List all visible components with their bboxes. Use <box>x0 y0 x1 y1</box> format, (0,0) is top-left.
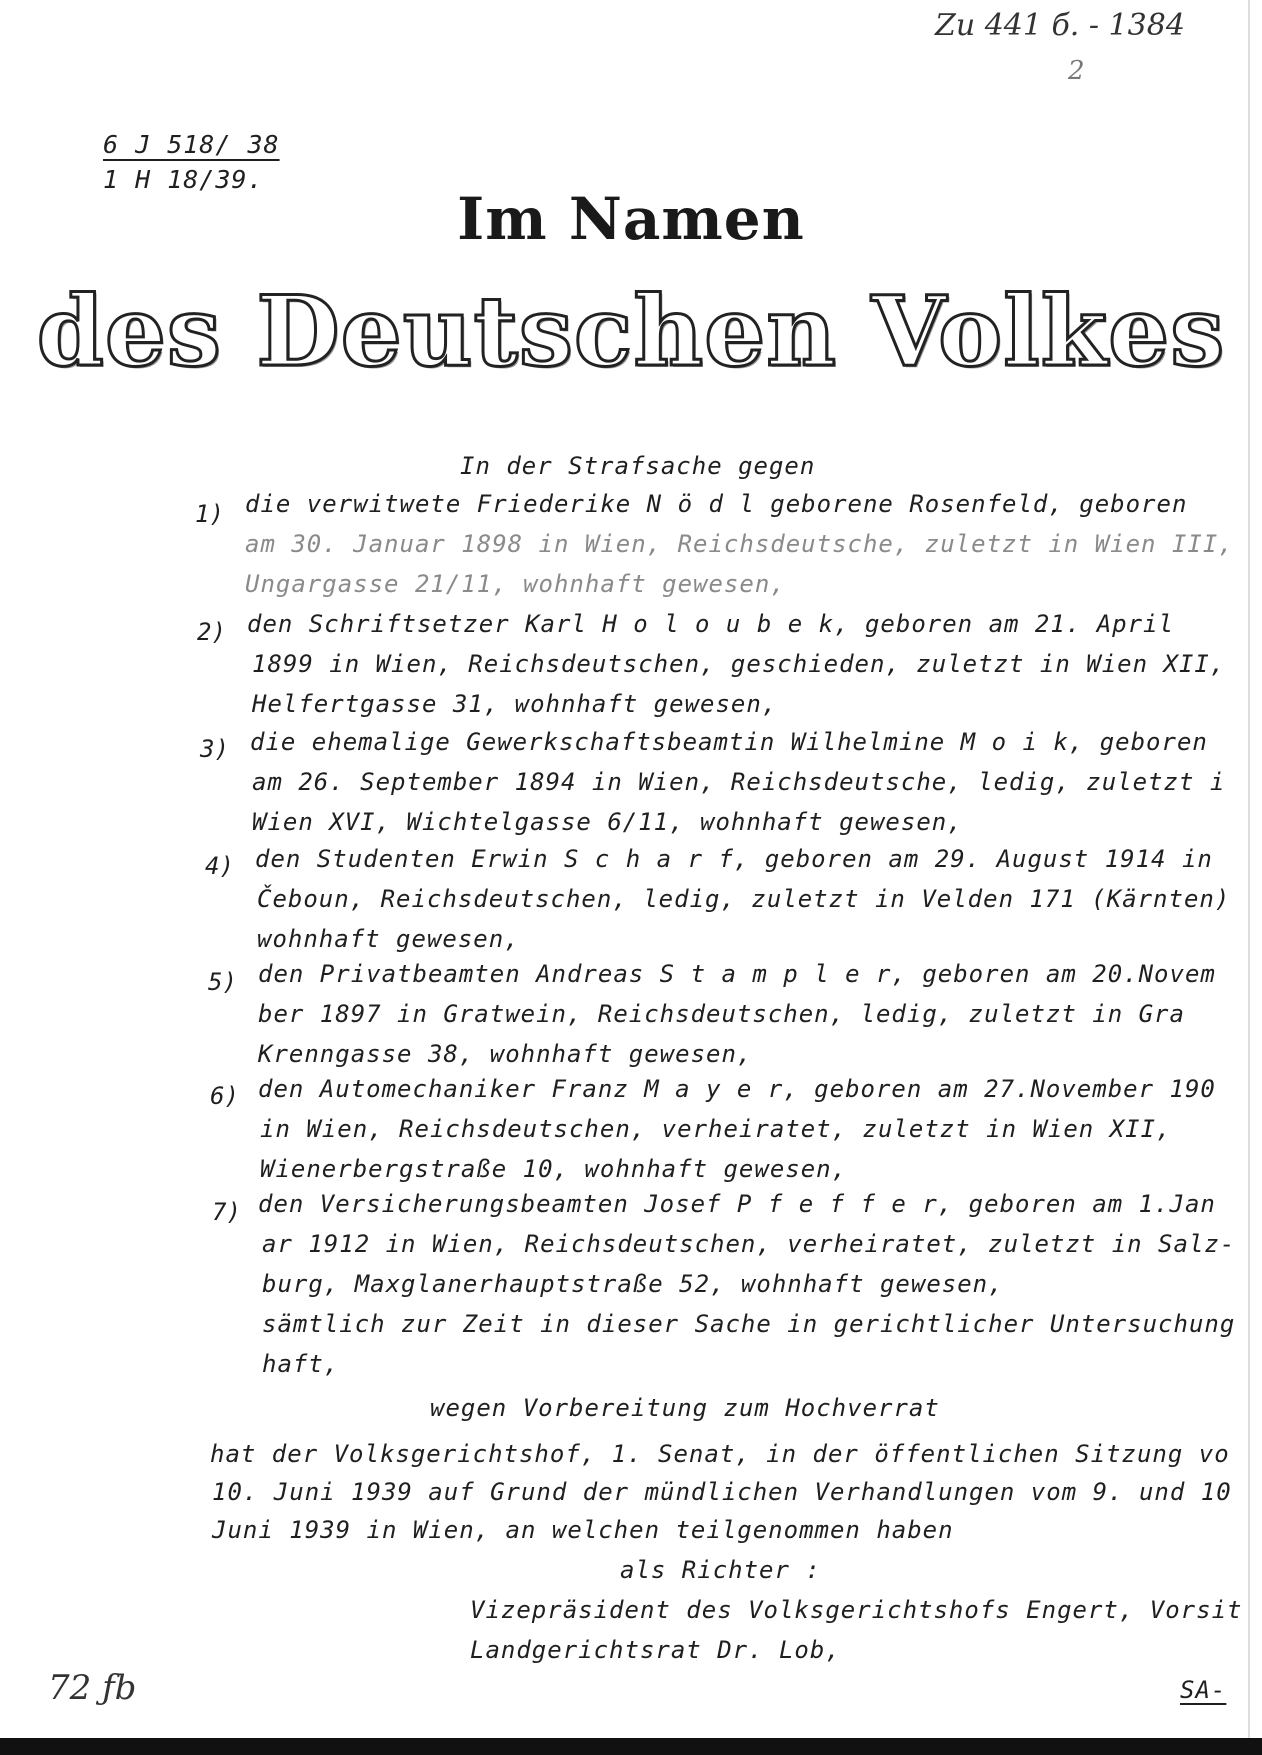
defendant-3-line-3: Wien XVI, Wichtelgasse 6/11, wohnhaft gewesen, <box>252 808 963 836</box>
defendant-3-number: 3) <box>200 735 229 763</box>
judge-2: Landgerichtsrat Dr. Lob, <box>470 1636 841 1664</box>
defendant-3-line-2: am 26. September 1894 in Wien, Reichsdeutsche, ledig, zuletzt i <box>252 768 1226 796</box>
defendant-6-number: 6) <box>210 1082 239 1110</box>
defendant-1-line-3: Ungargasse 21/11, wohnhaft gewesen, <box>245 570 786 598</box>
defendant-1-line-2: am 30. Januar 1898 in Wien, Reichsdeutsche, zuletzt in Wien III, <box>245 530 1234 558</box>
judge-1: Vizepräsident des Volksgerichtshofs Engert, Vorsit <box>470 1596 1243 1624</box>
defendant-7-number: 7) <box>212 1198 241 1226</box>
continuation-marker: SA- <box>1180 1676 1227 1704</box>
defendant-6-line-2: in Wien, Reichsdeutschen, verheiratet, zuletzt in Wien XII, <box>260 1115 1172 1143</box>
defendant-2-line-3: Helfertgasse 31, wohnhaft gewesen, <box>252 690 778 718</box>
defendant-5-line-1: den Privatbeamten Andreas S t a m p l e r, geboren am 20.Novem <box>258 960 1216 988</box>
defendant-4-line-1: den Studenten Erwin S c h a r f, geboren am 29. August 1914 in <box>255 845 1213 873</box>
defendant-3-line-1: die ehemalige Gewerkschaftsbeamtin Wilhelmine M o i k, geboren <box>250 728 1208 756</box>
scan-edge-line <box>1248 0 1250 1738</box>
defendant-4-number: 4) <box>205 852 234 880</box>
defendant-5-line-2: ber 1897 in Gratwein, Reichsdeutschen, ledig, zuletzt in Gra <box>258 1000 1185 1028</box>
defendant-7-line-1: den Versicherungsbeamten Josef P f e f f e r, geboren am 1.Jan <box>258 1190 1216 1218</box>
court-line-3: Juni 1939 in Wien, an welchen teilgenommen haben <box>212 1516 954 1544</box>
intro-line: In der Strafsache gegen <box>460 452 816 480</box>
charge-line: wegen Vorbereitung zum Hochverrat <box>430 1394 940 1422</box>
defendant-6-line-3: Wienerbergstraße 10, wohnhaft gewesen, <box>260 1155 848 1183</box>
defendant-1-number: 1) <box>195 500 224 528</box>
defendant-7-line-3: burg, Maxglanerhauptstraße 52, wohnhaft gewesen, <box>262 1270 1004 1298</box>
custody-line-2: haft, <box>262 1350 340 1378</box>
page-number-annotation: 2 <box>1068 56 1085 86</box>
case-reference-1: 6 J 518/ 38 <box>103 130 280 159</box>
defendant-5-number: 5) <box>208 968 237 996</box>
defendant-2-line-1: den Schriftsetzer Karl H o l o u b e k, geboren am 21. April <box>247 610 1174 638</box>
defendant-5-line-3: Krenngasse 38, wohnhaft gewesen, <box>258 1040 753 1068</box>
case-reference-2: 1 H 18/39. <box>103 165 264 194</box>
court-line-1: hat der Volksgerichtshof, 1. Senat, in der öffentlichen Sitzung vo <box>210 1440 1230 1468</box>
defendant-7-line-2: ar 1912 in Wien, Reichsdeutschen, verheiratet, zuletzt in Salz- <box>262 1230 1236 1258</box>
scan-bottom-border <box>0 1738 1262 1755</box>
defendant-1-line-1: die verwitwete Friederike N ö d l geborene Rosenfeld, geboren <box>245 490 1188 518</box>
heading-line-2: des Deutschen Volkes <box>36 275 1226 388</box>
handwritten-folio-note: 72 ƒb <box>48 1668 137 1708</box>
court-line-2: 10. Juni 1939 auf Grund der mündlichen Verhandlungen vom 9. und 10 <box>212 1478 1232 1506</box>
defendant-2-number: 2) <box>197 618 226 646</box>
defendant-4-line-3: wohnhaft gewesen, <box>257 925 520 953</box>
custody-line-1: sämtlich zur Zeit in dieser Sache in gerichtlicher Untersuchung <box>262 1310 1236 1338</box>
heading-line-1: Im Namen <box>457 185 805 253</box>
judges-label: als Richter : <box>620 1556 821 1584</box>
defendant-6-line-1: den Automechaniker Franz M a y e r, geboren am 27.November 190 <box>258 1075 1216 1103</box>
archive-annotation: Zu 441 б. - 1384 <box>935 8 1185 43</box>
defendant-2-line-2: 1899 in Wien, Reichsdeutschen, geschieden, zuletzt in Wien XII, <box>252 650 1226 678</box>
defendant-4-line-2: Čeboun, Reichsdeutschen, ledig, zuletzt in Velden 171 (Kärnten) <box>257 885 1231 913</box>
